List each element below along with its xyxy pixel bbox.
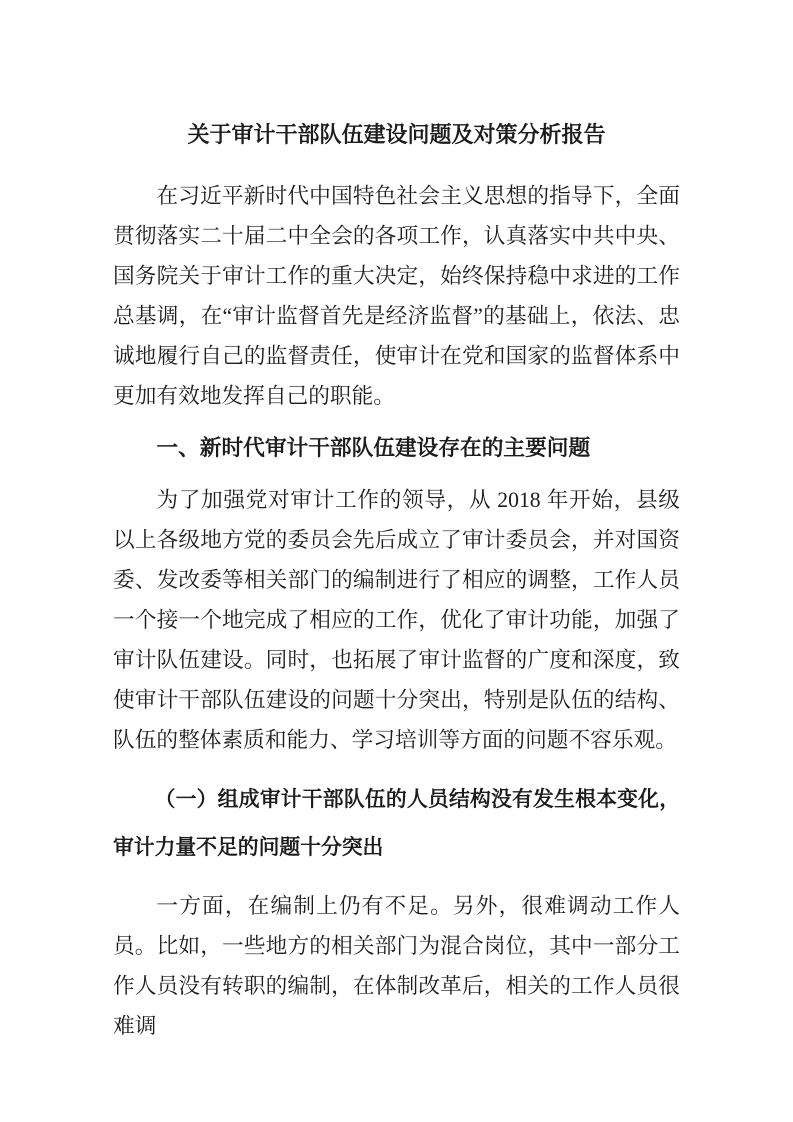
subsection-1-1-heading: （一）组成审计干部队伍的人员结构没有发生根本变化，审计力量不足的问题十分突出 [113,788,680,859]
section-1-paragraph: 为了加强党对审计工作的领导，从 2018 年开始，县级以上各级地方党的委员会先后成立了审计委员会，并对国资委、发改委等相关部门的编制进行了相应的调整，工作人员一个接一个地完成了相应的工作，优化了审计功能，加强了审计队伍建设。同时，也拓展了审计监督的广度和深度，致使审计干部队伍建设的问题十分突出，特别是队伍的结构、队伍的整体素质和能力、学习培训等方面的问题不容乐观。 [113,488,680,752]
document-title: 关于审计干部队伍建设问题及对策分析报告 [187,122,606,147]
intro-paragraph: 在习近平新时代中国特色社会主义思想的指导下，全面贯彻落实二十届二中全会的各项工作，认真落实中共中央、国务院关于审计工作的重大决定，始终保持稳中求进的工作总基调，在“审计监督首先是经济监督”的基础上，依法、忠诚地履行自己的监督责任，使审计在党和国家的监督体系中更加有效地发挥自己的职能。 [113,184,680,408]
section-1-heading: 一、新时代审计干部队伍建设存在的主要问题 [156,436,591,460]
subsection-1-1-paragraph: 一方面，在编制上仍有不足。另外，很难调动工作人员。比如，一些地方的相关部门为混合岗位，其中一部分工作人员没有转职的编制，在体制改革后，相关的工作人员很难调 [113,894,680,1038]
